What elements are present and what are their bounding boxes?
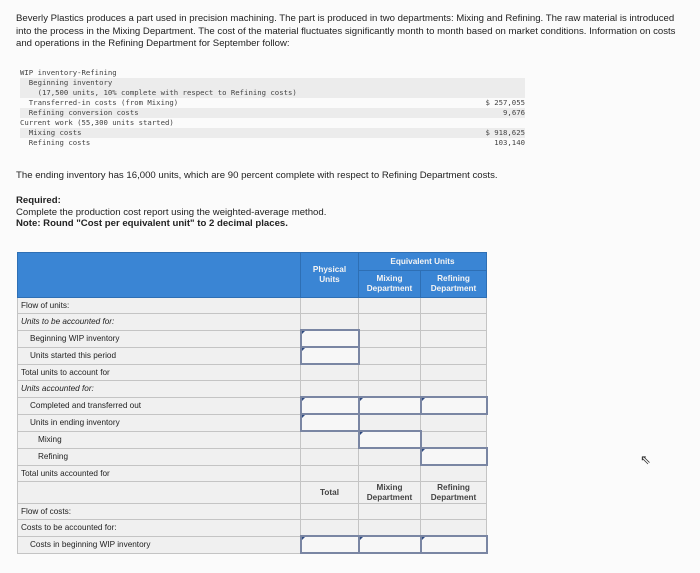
data-label: Refining conversion costs (20, 108, 139, 117)
subheader-mixing: Mixing Department (359, 482, 421, 504)
beginning-cost-total-input[interactable] (301, 536, 359, 553)
ending-refining-input[interactable] (421, 448, 487, 465)
ending-mixing-input[interactable] (359, 431, 421, 448)
row-label: Units in ending inventory (18, 414, 301, 431)
data-amount: 9,676 (503, 108, 525, 117)
production-cost-report (17, 252, 488, 554)
subheader-refining: Refining Department (421, 482, 487, 504)
cell (301, 448, 359, 465)
data-block (20, 68, 525, 148)
row-label: Refining (18, 448, 301, 465)
cell (421, 314, 487, 331)
cell (421, 414, 487, 431)
data-amount: 103,140 (494, 138, 525, 147)
header-refining: Refining Department (421, 271, 487, 298)
requirements (16, 195, 326, 230)
data-amount: $ 918,625 (485, 128, 525, 137)
data-label: Current work (55,300 units started) (20, 118, 174, 127)
cell (359, 465, 421, 482)
cell (421, 465, 487, 482)
cell (359, 347, 421, 364)
cell (359, 364, 421, 381)
cell (421, 431, 487, 448)
cell (359, 448, 421, 465)
row-label: Beginning WIP inventory (18, 330, 301, 347)
data-label: Beginning inventory (20, 78, 113, 87)
row-label: Units to be accounted for: (18, 314, 301, 331)
beginning-wip-physical-input[interactable] (301, 330, 359, 347)
cell (301, 431, 359, 448)
subheader-total: Total (301, 482, 359, 504)
data-label: Refining costs (20, 138, 91, 147)
data-label: WIP inventory-Refining (20, 68, 117, 77)
header-mixing: Mixing Department (359, 271, 421, 298)
problem-intro: Beverly Plastics produces a part used in precision machining. The part is produced in two departments: Mixing and Refining. The raw material is introduced into the process in the Mixing Department. The cost of the material fluctuates significantly month to month based on market conditions. Information on costs and operations in the Refining Department for September follow: (16, 13, 676, 49)
cell (359, 381, 421, 398)
cell (421, 364, 487, 381)
cell (301, 465, 359, 482)
row-label: Total units to account for (18, 364, 301, 381)
cell (359, 298, 421, 314)
row-label: Units started this period (18, 347, 301, 364)
cell (18, 482, 301, 504)
cell (421, 520, 487, 537)
completed-physical-input[interactable] (301, 397, 359, 414)
cell (359, 520, 421, 537)
data-label: Mixing costs (20, 128, 82, 137)
cell (301, 520, 359, 537)
required-label: Required: (16, 195, 61, 206)
row-label: Flow of units: (18, 298, 301, 314)
units-started-physical-input[interactable] (301, 347, 359, 364)
cell (421, 347, 487, 364)
cell (359, 414, 421, 431)
completed-mixing-input[interactable] (359, 397, 421, 414)
cell (359, 504, 421, 520)
beginning-cost-refining-input[interactable] (421, 536, 487, 553)
completed-refining-input[interactable] (421, 397, 487, 414)
row-label: Costs in beginning WIP inventory (18, 536, 301, 553)
row-label: Total units accounted for (18, 465, 301, 482)
cell (359, 314, 421, 331)
row-label: Completed and transferred out (18, 397, 301, 414)
data-label: (17,500 units, 10% complete with respect to Refining costs) (20, 88, 297, 97)
row-label: Flow of costs: (18, 504, 301, 520)
mouse-cursor-icon: ⇖ (640, 452, 651, 467)
rounding-note: Note: Round "Cost per equivalent unit" to 2 decimal places. (16, 218, 288, 229)
cell (421, 298, 487, 314)
cell (359, 330, 421, 347)
beginning-cost-mixing-input[interactable] (359, 536, 421, 553)
row-label: Costs to be accounted for: (18, 520, 301, 537)
data-amount: $ 257,055 (485, 98, 525, 107)
ending-inventory-text: The ending inventory has 16,000 units, which are 90 percent complete with respect to Refining Department costs. (16, 170, 498, 181)
header-equivalent-units: Equivalent Units (359, 253, 487, 271)
cell (421, 504, 487, 520)
cell (301, 364, 359, 381)
header-blank (18, 253, 301, 298)
data-label: Transferred-in costs (from Mixing) (20, 98, 179, 107)
ending-inventory-physical-input[interactable] (301, 414, 359, 431)
row-label: Mixing (18, 431, 301, 448)
cell (301, 504, 359, 520)
cell (421, 330, 487, 347)
cell (421, 381, 487, 398)
cell (301, 314, 359, 331)
required-text: Complete the production cost report using the weighted-average method. (16, 206, 327, 218)
cell (301, 381, 359, 398)
row-label: Units accounted for: (18, 381, 301, 398)
cell (301, 298, 359, 314)
header-physical-units: Physical Units (301, 253, 359, 298)
